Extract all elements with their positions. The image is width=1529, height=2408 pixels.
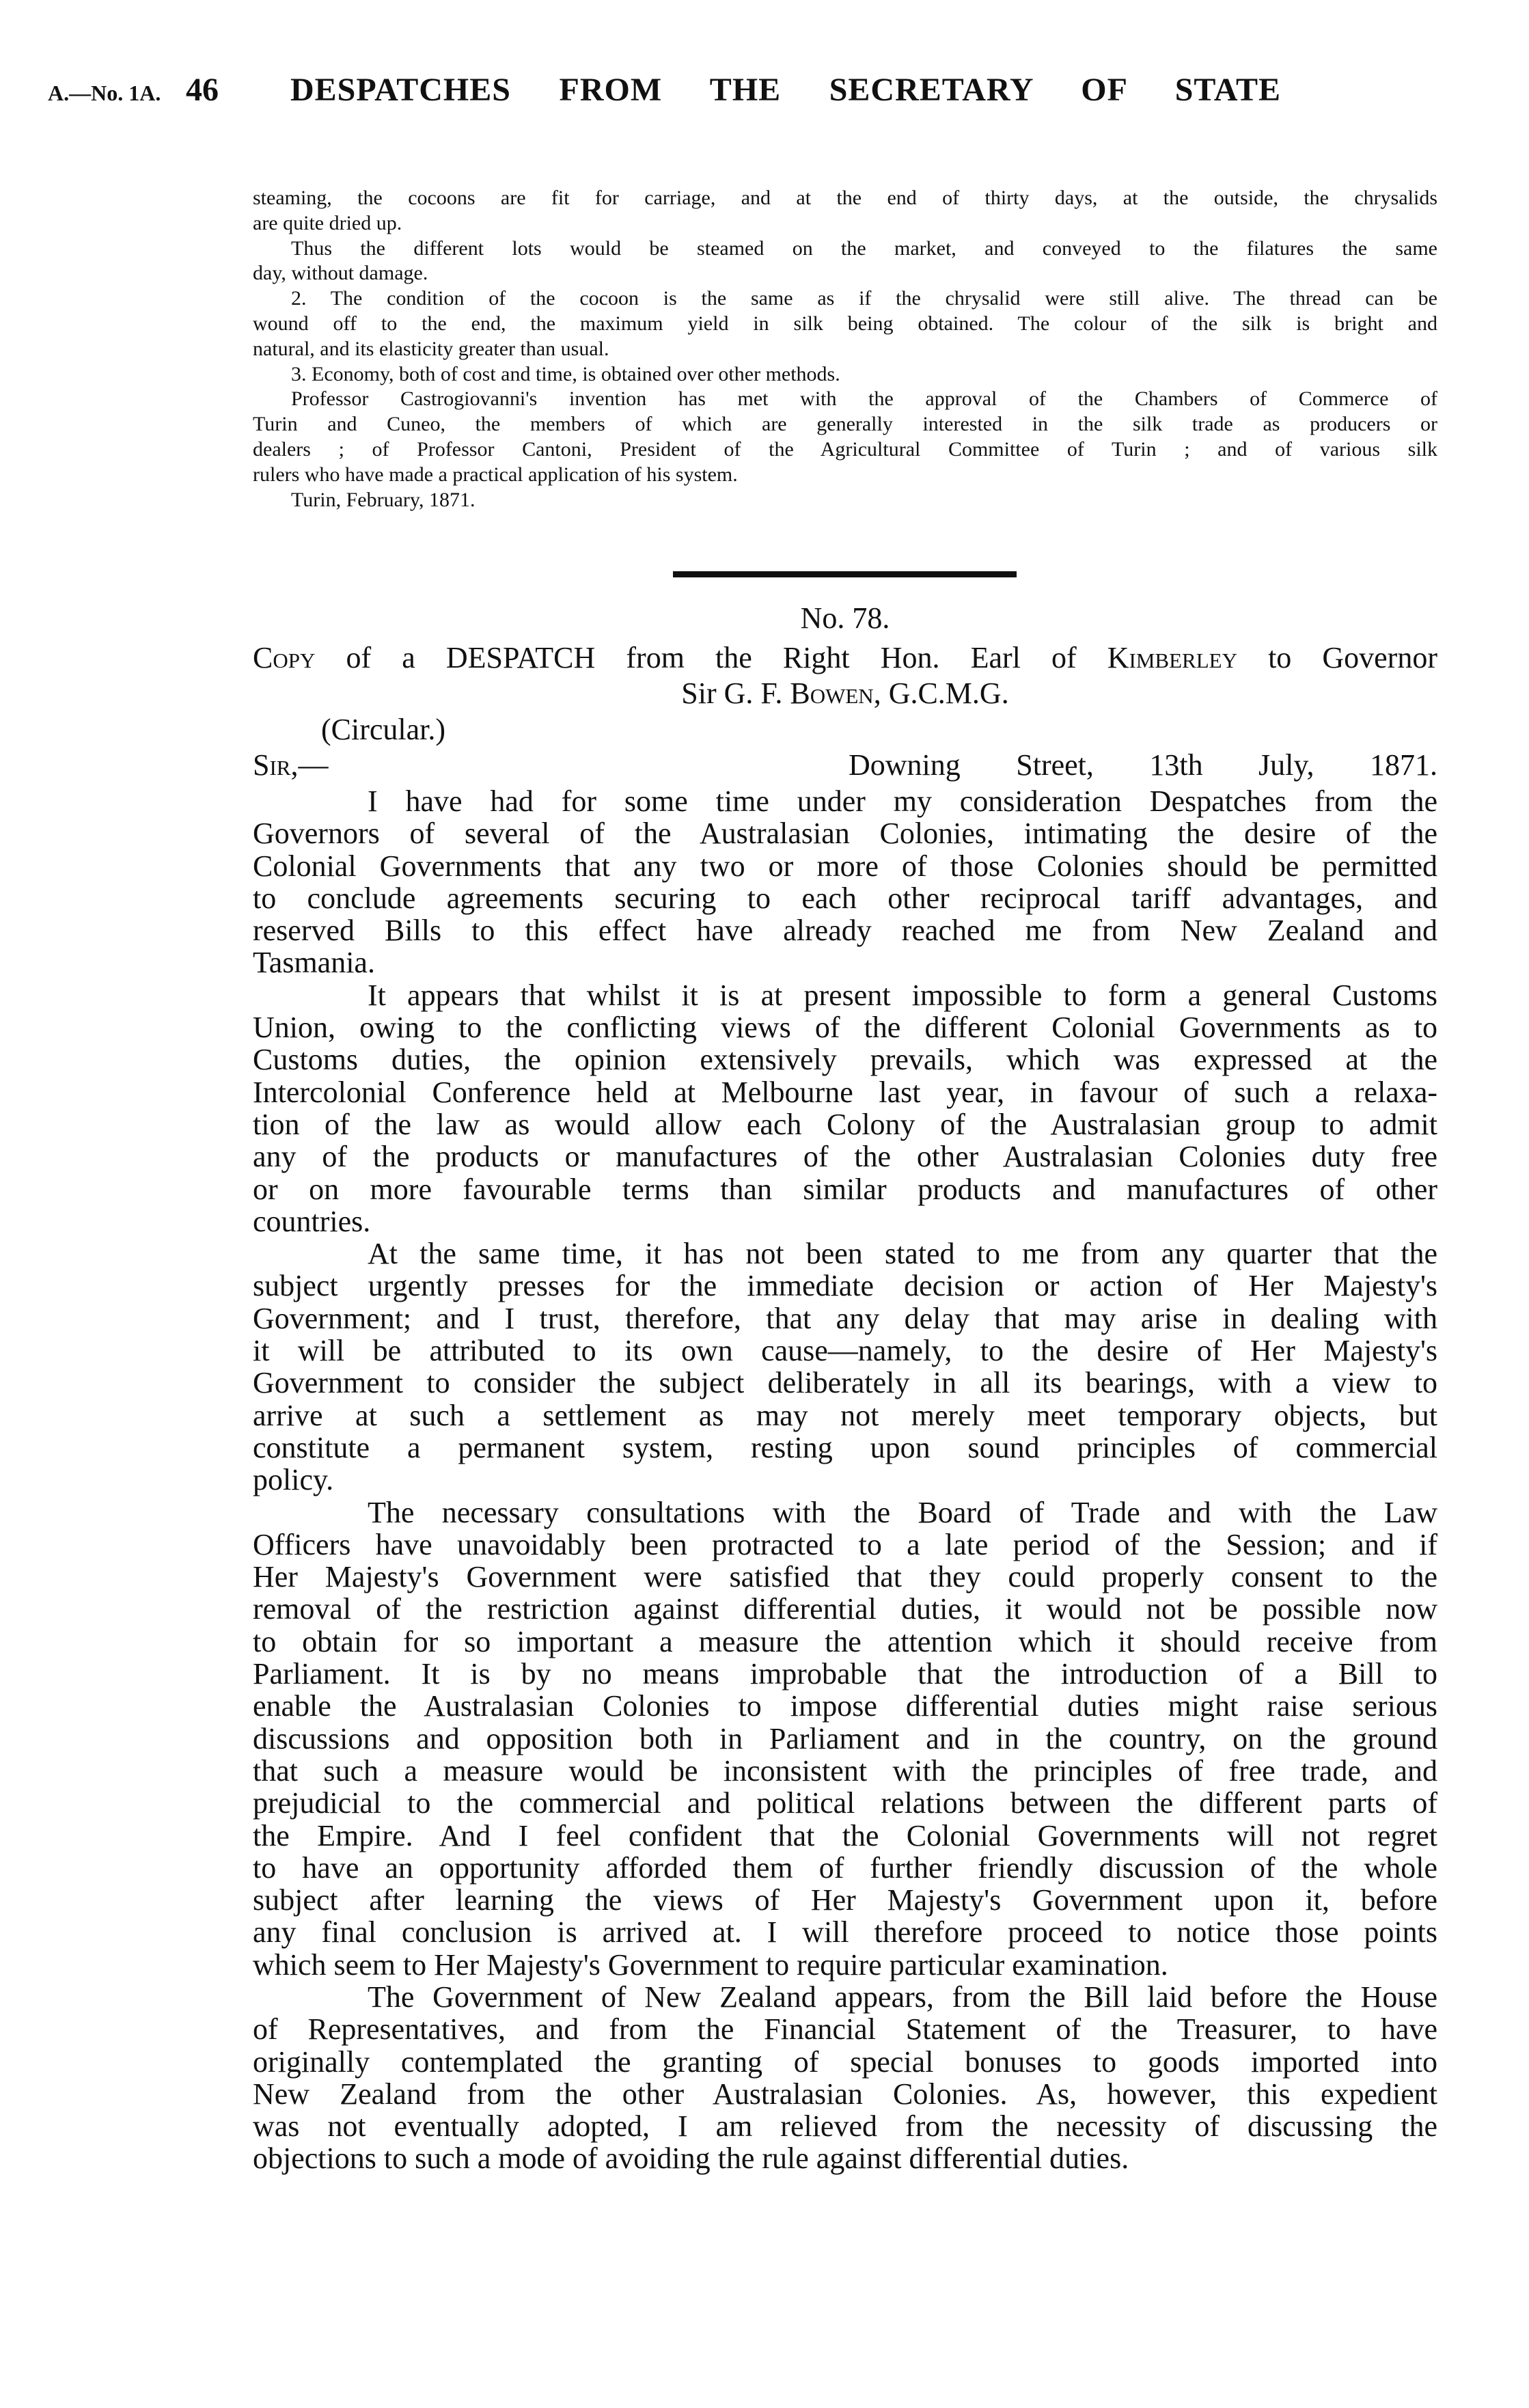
heading-kimberley: Kimberley	[1107, 641, 1237, 674]
text-line: wound off to the end, the maximum yield in silk being obtained. The colour of the silk is bright and	[253, 312, 1437, 335]
text-line: objections to such a mode of avoiding the rule against differential duties.	[253, 2142, 1129, 2176]
text-line: or on more favourable terms than similar products and manufactures of other	[253, 1172, 1437, 1206]
text-line: that such a measure would be inconsistent with the principles of free trade, and	[253, 1753, 1437, 1788]
text-line: Customs duties, the opinion extensively prevails, which was expressed at the	[253, 1043, 1437, 1077]
text-line: tion of the law as would allow each Colony of the Australasian group to admit	[253, 1107, 1437, 1141]
despatch-number: No. 78.	[800, 601, 890, 635]
text-line: Colonial Governments that any two or more of those Colonies should be permitted	[253, 849, 1437, 883]
text-line: Intercolonial Conference held at Melbourne last year, in favour of such a relaxa-	[253, 1075, 1437, 1109]
text-line: removal of the restriction against differential duties, it would not be possible now	[253, 1592, 1437, 1626]
text-line: to conclude agreements securing to each other reciprocal tariff advantages, and	[253, 881, 1437, 915]
paragraph	[253, 1981, 1437, 2175]
text-line: are quite dried up.	[253, 211, 402, 234]
text-line: policy.	[253, 1463, 334, 1497]
text-line: any final conclusion is arrived at. I will therefore proceed to notice those points	[253, 1915, 1437, 1949]
heading-copy: Copy	[253, 641, 316, 674]
text-line: 3. Economy, both of cost and time, is obtained over other methods.	[291, 362, 840, 385]
paragraph	[253, 1496, 1437, 1981]
circular-label: (Circular.)	[321, 713, 446, 746]
text-line: day, without damage.	[253, 262, 428, 285]
text-line: arrive at such a settlement as may not merely meet temporary objects, but	[253, 1398, 1437, 1432]
text-line: Professor Castrogiovanni's invention has met with the approval of the Chambers of Commerce of	[291, 387, 1437, 411]
text-line: rulers who have made a practical application of his system.	[253, 463, 738, 486]
text-line: I have had for some time under my consideration Despatches from the	[368, 784, 1437, 818]
despatch-heading	[253, 641, 1437, 675]
text-line: The Government of New Zealand appears, from the Bill laid before the House	[368, 1980, 1437, 2014]
paragraph	[253, 979, 1437, 1237]
recipient-bowen: Bowen	[790, 676, 874, 710]
paragraph	[253, 785, 1437, 979]
text-line: subject after learning the views of Her Majesty's Government upon it, before	[253, 1883, 1437, 1917]
text-line: to obtain for so important a measure the attention which it should receive from	[253, 1624, 1437, 1658]
text-line: At the same time, it has not been stated to me from any quarter that the	[368, 1237, 1437, 1271]
text-line: It appears that whilst it is at present impossible to form a general Customs	[368, 978, 1437, 1012]
text-line: Turin and Cuneo, the members of which are generally interested in the silk trade as producers or	[253, 413, 1437, 436]
text-line: countries.	[253, 1204, 371, 1238]
text-line: discussions and opposition both in Parliament and in the country, on the ground	[253, 1721, 1437, 1755]
paragraph	[253, 488, 1437, 513]
text-line: was not eventually adopted, I am relieved from the necessity of discussing the	[253, 2109, 1437, 2144]
text-line: of Representatives, and from the Financial Statement of the Treasurer, to have	[253, 2012, 1437, 2047]
text-line: Government to consider the subject deliberately in all its bearings, with a view to	[253, 1366, 1437, 1400]
text-line: Officers have unavoidably been protracted to a late period of the Session; and if	[253, 1527, 1437, 1561]
recipient-sir: Sir G. F.	[681, 676, 790, 710]
despatch-recipient	[0, 676, 1529, 711]
text-line: Tasmania.	[253, 946, 375, 980]
paragraph	[253, 236, 1437, 287]
recipient-honours: , G.C.M.G.	[873, 676, 1009, 710]
text-line: any of the products or manufactures of the other Australasian Colonies duty free	[253, 1140, 1437, 1174]
text-line: prejudicial to the commercial and political relations between the different parts of	[253, 1786, 1437, 1820]
text-line: it will be attributed to its own cause—namely, to the desire of Her Majesty's	[253, 1334, 1437, 1368]
text-line: originally contemplated the granting of special bonuses to goods imported into	[253, 2044, 1437, 2079]
page-number: 46	[186, 72, 219, 108]
text-line: which seem to Her Majesty's Government to require particular examination.	[253, 1947, 1168, 1982]
dateline: Downing Street, 13th July, 1871.	[849, 748, 1437, 782]
heading-text: of a DESPATCH from the Right Hon. Earl of	[315, 641, 1107, 674]
text-line: Union, owing to the conflicting views of the different Colonial Governments as to	[253, 1011, 1437, 1045]
heading-to-governor: to Governor	[1237, 641, 1437, 674]
paragraph	[253, 1237, 1437, 1496]
text-line: constitute a permanent system, resting upon sound principles of commercial	[253, 1430, 1437, 1464]
document-reference: A.—No. 1A.	[48, 81, 161, 105]
text-line: to have an opportunity afforded them of further friendly discussion of the whole	[253, 1850, 1437, 1885]
text-line: The necessary consultations with the Board of Trade and with the Law	[368, 1495, 1437, 1529]
text-line: subject urgently presses for the immediate decision or action of Her Majesty's	[253, 1269, 1437, 1303]
text-line: the Empire. And I feel confident that the Colonial Governments will not regret	[253, 1818, 1437, 1852]
text-line: reserved Bills to this effect have already reached me from New Zealand and	[253, 914, 1437, 948]
text-line: 2. The condition of the cocoon is the same as if the chrysalid were still alive. The thread can be	[291, 287, 1437, 310]
text-line: Turin, February, 1871.	[291, 488, 476, 511]
text-line: Government; and I trust, therefore, that any delay that may arise in dealing with	[253, 1301, 1437, 1335]
text-line: Thus the different lots would be steamed on the market, and conveyed to the filatures the same	[291, 236, 1437, 260]
text-line: Governors of several of the Australasian Colonies, intimating the desire of the	[253, 817, 1437, 851]
paragraph	[253, 362, 1437, 387]
text-line: Her Majesty's Government were satisfied that they could properly consent to the	[253, 1560, 1437, 1594]
despatch-body	[253, 785, 1437, 2175]
text-line: dealers ; of Professor Cantoni, President of the Agricultural Committee of Turin ; and of various silk	[253, 437, 1437, 461]
text-line: Parliament. It is by no means improbable that the introduction of a Bill to	[253, 1657, 1437, 1691]
text-line: natural, and its elasticity greater than usual.	[253, 337, 609, 360]
paragraph	[253, 387, 1437, 487]
text-line: steaming, the cocoons are fit for carriage, and at the end of thirty days, at the outside, the chrysalids	[253, 187, 1437, 209]
paragraph	[253, 186, 1437, 236]
section-divider	[673, 571, 1017, 577]
text-line: enable the Australasian Colonies to impose differential duties might raise serious	[253, 1689, 1437, 1723]
text-line: New Zealand from the other Australasian Colonies. As, however, this expedient	[253, 2077, 1437, 2111]
running-title: DESPATCHES FROM THE SECRETARY OF STATE	[290, 72, 1281, 108]
preceding-document-text	[253, 186, 1437, 512]
paragraph	[253, 286, 1437, 361]
salutation: Sir,—	[253, 748, 329, 782]
